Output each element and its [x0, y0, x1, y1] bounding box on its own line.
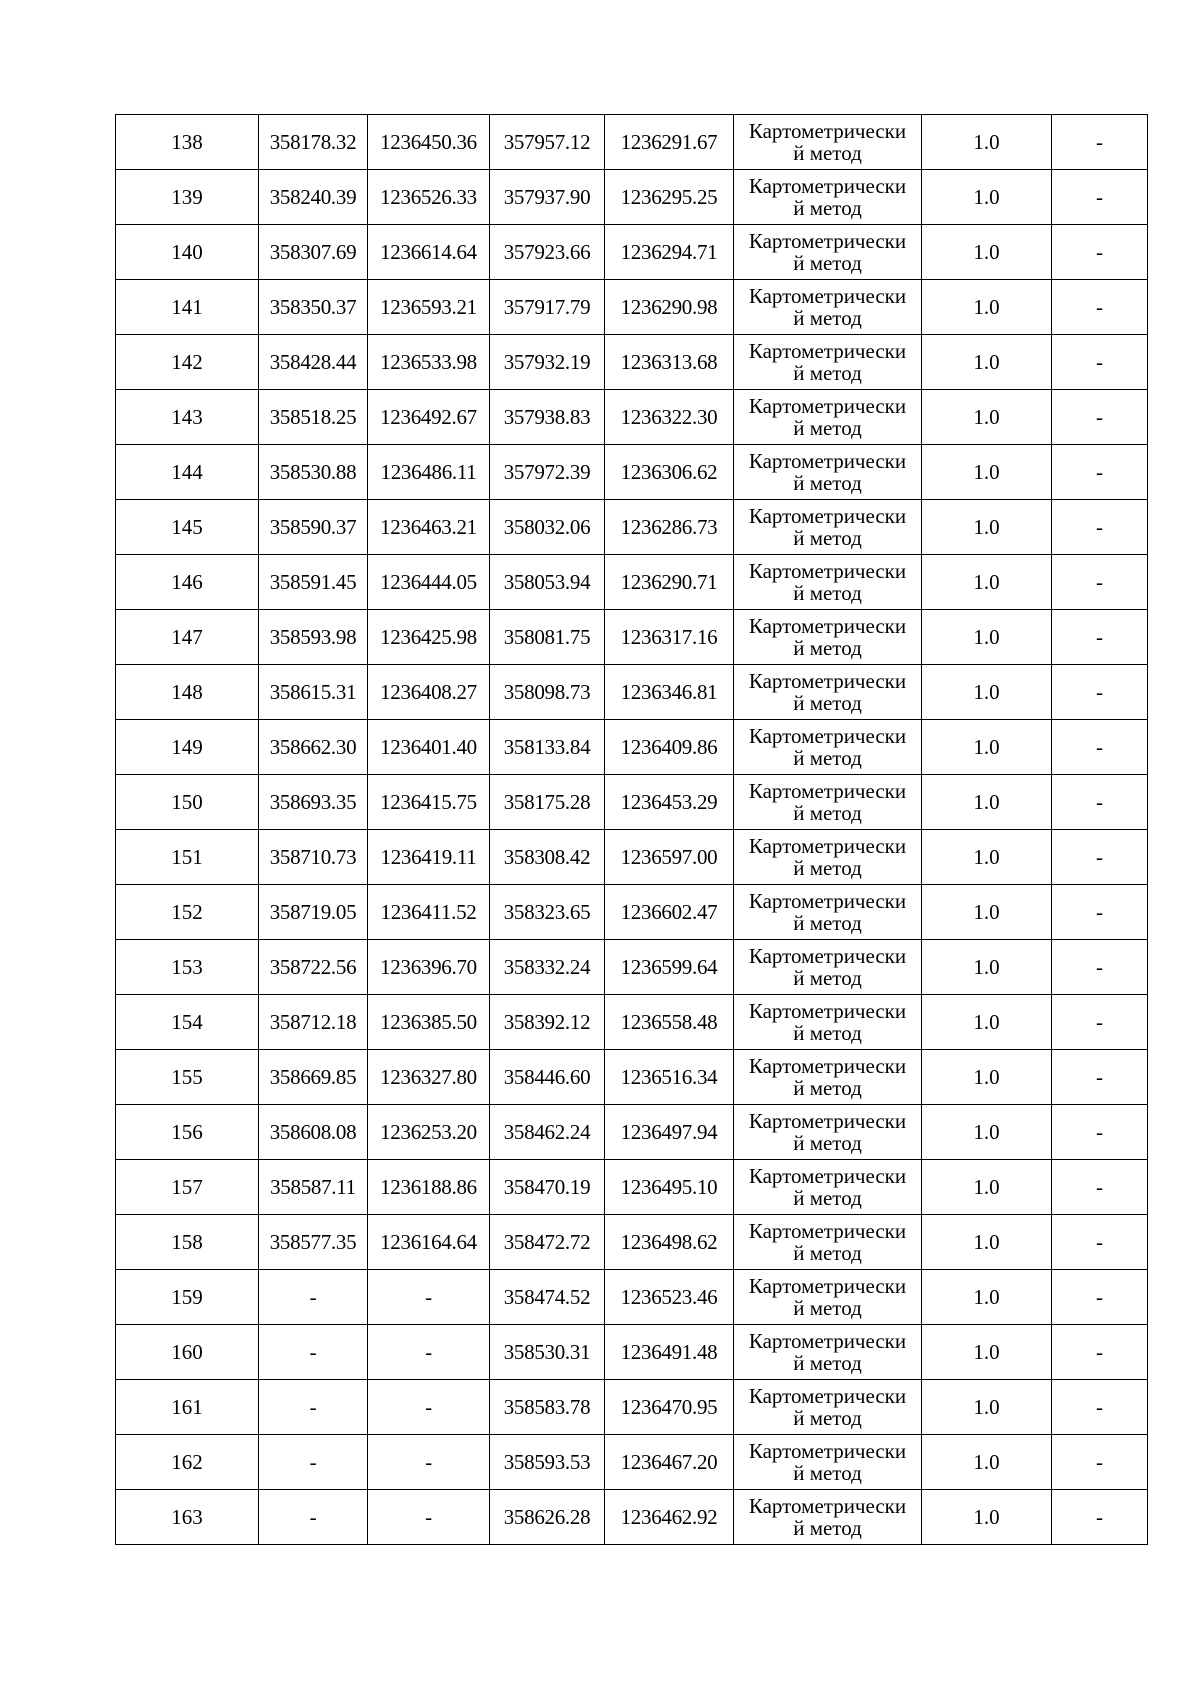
- point-number-cell: 160: [116, 1325, 259, 1380]
- point-number-cell: 139: [116, 170, 259, 225]
- existing-y-cell: 1236408.27: [368, 665, 490, 720]
- new-y-cell: 1236497.94: [605, 1105, 734, 1160]
- method-cell: [734, 1215, 922, 1270]
- existing-y-cell: -: [368, 1270, 490, 1325]
- existing-y-cell: 1236419.11: [368, 830, 490, 885]
- existing-x-cell: 358593.98: [259, 610, 368, 665]
- accuracy-cell: 1.0: [922, 995, 1052, 1050]
- method-line-2: й метод: [793, 1461, 862, 1485]
- new-y-cell: 1236346.81: [605, 665, 734, 720]
- new-y-cell: 1236516.34: [605, 1050, 734, 1105]
- point-number-cell: 143: [116, 390, 259, 445]
- accuracy-cell: 1.0: [922, 940, 1052, 995]
- existing-y-cell: 1236486.11: [368, 445, 490, 500]
- method-line-1: Картометрически: [748, 229, 907, 253]
- point-number-cell: 152: [116, 885, 259, 940]
- method-line-2: й метод: [793, 636, 862, 660]
- new-y-cell: 1236286.73: [605, 500, 734, 555]
- method-line-1: Картометрически: [748, 1054, 907, 1078]
- new-x-cell: 357923.66: [490, 225, 605, 280]
- accuracy-cell: 1.0: [922, 885, 1052, 940]
- new-x-cell: 358626.28: [490, 1490, 605, 1545]
- accuracy-cell: 1.0: [922, 225, 1052, 280]
- note-cell: -: [1052, 1215, 1148, 1270]
- new-x-cell: 358308.42: [490, 830, 605, 885]
- accuracy-cell: 1.0: [922, 720, 1052, 775]
- existing-x-cell: 358693.35: [259, 775, 368, 830]
- existing-y-cell: 1236425.98: [368, 610, 490, 665]
- table-row: [116, 390, 1148, 445]
- point-number-cell: 138: [116, 115, 259, 170]
- method-line-1: Картометрически: [748, 119, 907, 143]
- method-cell: [734, 665, 922, 720]
- method-line-1: Картометрически: [748, 724, 907, 748]
- point-number-cell: 153: [116, 940, 259, 995]
- new-x-cell: 358053.94: [490, 555, 605, 610]
- method-line-1: Картометрически: [748, 944, 907, 968]
- point-number-cell: 144: [116, 445, 259, 500]
- existing-x-cell: 358615.31: [259, 665, 368, 720]
- accuracy-cell: 1.0: [922, 390, 1052, 445]
- method-cell: [734, 1380, 922, 1435]
- note-cell: -: [1052, 335, 1148, 390]
- method-line-1: Картометрически: [748, 1329, 907, 1353]
- method-line-1: Картометрически: [748, 1274, 907, 1298]
- new-x-cell: 358032.06: [490, 500, 605, 555]
- method-cell: [734, 830, 922, 885]
- table-row: [116, 1490, 1148, 1545]
- new-x-cell: 357937.90: [490, 170, 605, 225]
- method-line-1: Картометрически: [748, 999, 907, 1023]
- method-line-2: й метод: [793, 1296, 862, 1320]
- note-cell: -: [1052, 995, 1148, 1050]
- point-number-cell: 154: [116, 995, 259, 1050]
- new-x-cell: 358332.24: [490, 940, 605, 995]
- method-line-2: й метод: [793, 691, 862, 715]
- table-row: [116, 665, 1148, 720]
- accuracy-cell: 1.0: [922, 280, 1052, 335]
- note-cell: -: [1052, 1435, 1148, 1490]
- existing-x-cell: -: [259, 1380, 368, 1435]
- existing-x-cell: 358608.08: [259, 1105, 368, 1160]
- accuracy-cell: 1.0: [922, 610, 1052, 665]
- new-x-cell: 358133.84: [490, 720, 605, 775]
- accuracy-cell: 1.0: [922, 500, 1052, 555]
- new-x-cell: 358098.73: [490, 665, 605, 720]
- note-cell: -: [1052, 390, 1148, 445]
- new-y-cell: 1236322.30: [605, 390, 734, 445]
- table-row: [116, 1380, 1148, 1435]
- coordinates-table: [115, 114, 1148, 1545]
- accuracy-cell: 1.0: [922, 335, 1052, 390]
- existing-x-cell: 358240.39: [259, 170, 368, 225]
- table-row: [116, 1435, 1148, 1490]
- existing-x-cell: 358307.69: [259, 225, 368, 280]
- table-row: [116, 1325, 1148, 1380]
- method-line-1: Картометрически: [748, 1109, 907, 1133]
- new-x-cell: 358593.53: [490, 1435, 605, 1490]
- existing-x-cell: 358591.45: [259, 555, 368, 610]
- note-cell: -: [1052, 1380, 1148, 1435]
- new-x-cell: 358323.65: [490, 885, 605, 940]
- accuracy-cell: 1.0: [922, 1160, 1052, 1215]
- new-y-cell: 1236409.86: [605, 720, 734, 775]
- table-row: [116, 610, 1148, 665]
- new-x-cell: 357957.12: [490, 115, 605, 170]
- existing-x-cell: 358712.18: [259, 995, 368, 1050]
- method-cell: [734, 555, 922, 610]
- existing-y-cell: 1236533.98: [368, 335, 490, 390]
- new-x-cell: 357972.39: [490, 445, 605, 500]
- accuracy-cell: 1.0: [922, 115, 1052, 170]
- new-y-cell: 1236462.92: [605, 1490, 734, 1545]
- new-y-cell: 1236558.48: [605, 995, 734, 1050]
- method-line-2: й метод: [793, 1021, 862, 1045]
- existing-x-cell: 358428.44: [259, 335, 368, 390]
- note-cell: -: [1052, 445, 1148, 500]
- point-number-cell: 150: [116, 775, 259, 830]
- method-cell: [734, 1160, 922, 1215]
- accuracy-cell: 1.0: [922, 1270, 1052, 1325]
- table-row: [116, 170, 1148, 225]
- new-y-cell: 1236295.25: [605, 170, 734, 225]
- existing-y-cell: 1236415.75: [368, 775, 490, 830]
- method-line-1: Картометрически: [748, 1219, 907, 1243]
- note-cell: -: [1052, 885, 1148, 940]
- note-cell: -: [1052, 1050, 1148, 1105]
- method-line-2: й метод: [793, 1351, 862, 1375]
- method-line-2: й метод: [793, 1076, 862, 1100]
- method-line-1: Картометрически: [748, 504, 907, 528]
- existing-y-cell: -: [368, 1490, 490, 1545]
- table-row: [116, 940, 1148, 995]
- new-y-cell: 1236294.71: [605, 225, 734, 280]
- note-cell: -: [1052, 115, 1148, 170]
- table-row: [116, 1215, 1148, 1270]
- method-cell: [734, 280, 922, 335]
- accuracy-cell: 1.0: [922, 1490, 1052, 1545]
- new-y-cell: 1236491.48: [605, 1325, 734, 1380]
- existing-x-cell: 358577.35: [259, 1215, 368, 1270]
- point-number-cell: 158: [116, 1215, 259, 1270]
- new-y-cell: 1236290.71: [605, 555, 734, 610]
- method-cell: [734, 1325, 922, 1380]
- method-line-1: Картометрически: [748, 669, 907, 693]
- table-row: [116, 775, 1148, 830]
- method-line-1: Картометрически: [748, 1384, 907, 1408]
- note-cell: -: [1052, 1490, 1148, 1545]
- method-cell: [734, 445, 922, 500]
- method-cell: [734, 225, 922, 280]
- accuracy-cell: 1.0: [922, 555, 1052, 610]
- note-cell: -: [1052, 1325, 1148, 1380]
- table-row: [116, 885, 1148, 940]
- table-row: [116, 720, 1148, 775]
- point-number-cell: 141: [116, 280, 259, 335]
- accuracy-cell: 1.0: [922, 1380, 1052, 1435]
- new-y-cell: 1236467.20: [605, 1435, 734, 1490]
- method-cell: [734, 390, 922, 445]
- existing-x-cell: 358710.73: [259, 830, 368, 885]
- existing-y-cell: 1236385.50: [368, 995, 490, 1050]
- existing-x-cell: 358719.05: [259, 885, 368, 940]
- new-x-cell: 357917.79: [490, 280, 605, 335]
- method-line-2: й метод: [793, 856, 862, 880]
- new-y-cell: 1236523.46: [605, 1270, 734, 1325]
- existing-y-cell: 1236463.21: [368, 500, 490, 555]
- existing-x-cell: 358722.56: [259, 940, 368, 995]
- method-line-1: Картометрически: [748, 1439, 907, 1463]
- method-line-2: й метод: [793, 1516, 862, 1540]
- existing-x-cell: -: [259, 1490, 368, 1545]
- new-x-cell: 358472.72: [490, 1215, 605, 1270]
- point-number-cell: 146: [116, 555, 259, 610]
- method-cell: [734, 335, 922, 390]
- table-row: [116, 1105, 1148, 1160]
- point-number-cell: 163: [116, 1490, 259, 1545]
- method-cell: [734, 500, 922, 555]
- new-y-cell: 1236453.29: [605, 775, 734, 830]
- method-line-1: Картометрически: [748, 394, 907, 418]
- method-line-2: й метод: [793, 801, 862, 825]
- new-y-cell: 1236599.64: [605, 940, 734, 995]
- existing-y-cell: 1236401.40: [368, 720, 490, 775]
- note-cell: -: [1052, 720, 1148, 775]
- accuracy-cell: 1.0: [922, 1325, 1052, 1380]
- method-line-2: й метод: [793, 471, 862, 495]
- existing-y-cell: 1236614.64: [368, 225, 490, 280]
- table-row: [116, 995, 1148, 1050]
- method-cell: [734, 940, 922, 995]
- method-cell: [734, 1270, 922, 1325]
- note-cell: -: [1052, 170, 1148, 225]
- new-y-cell: 1236602.47: [605, 885, 734, 940]
- new-x-cell: 358446.60: [490, 1050, 605, 1105]
- point-number-cell: 140: [116, 225, 259, 280]
- existing-y-cell: 1236444.05: [368, 555, 490, 610]
- existing-y-cell: 1236188.86: [368, 1160, 490, 1215]
- note-cell: -: [1052, 280, 1148, 335]
- new-x-cell: 358462.24: [490, 1105, 605, 1160]
- existing-x-cell: 358178.32: [259, 115, 368, 170]
- method-line-1: Картометрически: [748, 284, 907, 308]
- method-cell: [734, 115, 922, 170]
- method-cell: [734, 885, 922, 940]
- accuracy-cell: 1.0: [922, 1435, 1052, 1490]
- method-line-2: й метод: [793, 196, 862, 220]
- accuracy-cell: 1.0: [922, 445, 1052, 500]
- existing-x-cell: -: [259, 1270, 368, 1325]
- point-number-cell: 159: [116, 1270, 259, 1325]
- method-cell: [734, 1050, 922, 1105]
- method-line-1: Картометрически: [748, 1164, 907, 1188]
- table-body: [116, 115, 1148, 1545]
- note-cell: -: [1052, 665, 1148, 720]
- accuracy-cell: 1.0: [922, 1050, 1052, 1105]
- note-cell: -: [1052, 1105, 1148, 1160]
- accuracy-cell: 1.0: [922, 1215, 1052, 1270]
- method-line-2: й метод: [793, 141, 862, 165]
- method-line-2: й метод: [793, 746, 862, 770]
- note-cell: -: [1052, 940, 1148, 995]
- existing-x-cell: 358669.85: [259, 1050, 368, 1105]
- new-y-cell: 1236498.62: [605, 1215, 734, 1270]
- accuracy-cell: 1.0: [922, 1105, 1052, 1160]
- table-row: [116, 225, 1148, 280]
- point-number-cell: 157: [116, 1160, 259, 1215]
- note-cell: -: [1052, 775, 1148, 830]
- note-cell: -: [1052, 1270, 1148, 1325]
- method-line-1: Картометрически: [748, 174, 907, 198]
- table-row: [116, 555, 1148, 610]
- new-y-cell: 1236291.67: [605, 115, 734, 170]
- table-row: [116, 500, 1148, 555]
- existing-y-cell: -: [368, 1380, 490, 1435]
- new-x-cell: 358081.75: [490, 610, 605, 665]
- method-line-2: й метод: [793, 1186, 862, 1210]
- existing-x-cell: -: [259, 1435, 368, 1490]
- new-x-cell: 358474.52: [490, 1270, 605, 1325]
- new-x-cell: 358175.28: [490, 775, 605, 830]
- note-cell: -: [1052, 830, 1148, 885]
- point-number-cell: 155: [116, 1050, 259, 1105]
- point-number-cell: 147: [116, 610, 259, 665]
- new-x-cell: 357938.83: [490, 390, 605, 445]
- point-number-cell: 145: [116, 500, 259, 555]
- method-line-2: й метод: [793, 581, 862, 605]
- accuracy-cell: 1.0: [922, 775, 1052, 830]
- point-number-cell: 151: [116, 830, 259, 885]
- existing-y-cell: 1236526.33: [368, 170, 490, 225]
- method-cell: [734, 1435, 922, 1490]
- method-line-1: Картометрически: [748, 1494, 907, 1518]
- method-line-1: Картометрически: [748, 779, 907, 803]
- new-y-cell: 1236306.62: [605, 445, 734, 500]
- method-line-2: й метод: [793, 251, 862, 275]
- method-cell: [734, 1490, 922, 1545]
- note-cell: -: [1052, 1160, 1148, 1215]
- new-y-cell: 1236597.00: [605, 830, 734, 885]
- existing-x-cell: 358587.11: [259, 1160, 368, 1215]
- existing-y-cell: 1236253.20: [368, 1105, 490, 1160]
- new-x-cell: 358530.31: [490, 1325, 605, 1380]
- method-line-2: й метод: [793, 361, 862, 385]
- method-cell: [734, 775, 922, 830]
- point-number-cell: 162: [116, 1435, 259, 1490]
- method-cell: [734, 610, 922, 665]
- method-cell: [734, 1105, 922, 1160]
- method-line-2: й метод: [793, 526, 862, 550]
- existing-y-cell: 1236492.67: [368, 390, 490, 445]
- method-line-1: Картометрически: [748, 339, 907, 363]
- existing-x-cell: 358350.37: [259, 280, 368, 335]
- accuracy-cell: 1.0: [922, 665, 1052, 720]
- table-row: [116, 445, 1148, 500]
- new-y-cell: 1236290.98: [605, 280, 734, 335]
- point-number-cell: 161: [116, 1380, 259, 1435]
- method-line-2: й метод: [793, 416, 862, 440]
- new-y-cell: 1236313.68: [605, 335, 734, 390]
- existing-y-cell: 1236396.70: [368, 940, 490, 995]
- note-cell: -: [1052, 610, 1148, 665]
- existing-y-cell: -: [368, 1435, 490, 1490]
- existing-y-cell: 1236450.36: [368, 115, 490, 170]
- table-row: [116, 1160, 1148, 1215]
- method-line-2: й метод: [793, 1406, 862, 1430]
- existing-y-cell: 1236593.21: [368, 280, 490, 335]
- point-number-cell: 148: [116, 665, 259, 720]
- method-line-2: й метод: [793, 1131, 862, 1155]
- table-row: [116, 280, 1148, 335]
- method-line-2: й метод: [793, 911, 862, 935]
- method-line-1: Картометрически: [748, 889, 907, 913]
- table-row: [116, 1050, 1148, 1105]
- existing-x-cell: 358530.88: [259, 445, 368, 500]
- new-x-cell: 358583.78: [490, 1380, 605, 1435]
- existing-x-cell: 358518.25: [259, 390, 368, 445]
- point-number-cell: 149: [116, 720, 259, 775]
- new-y-cell: 1236470.95: [605, 1380, 734, 1435]
- accuracy-cell: 1.0: [922, 830, 1052, 885]
- existing-y-cell: 1236411.52: [368, 885, 490, 940]
- new-x-cell: 358470.19: [490, 1160, 605, 1215]
- new-y-cell: 1236495.10: [605, 1160, 734, 1215]
- note-cell: -: [1052, 225, 1148, 280]
- existing-x-cell: 358662.30: [259, 720, 368, 775]
- method-line-1: Картометрически: [748, 614, 907, 638]
- table-row: [116, 830, 1148, 885]
- note-cell: -: [1052, 555, 1148, 610]
- existing-x-cell: -: [259, 1325, 368, 1380]
- table-row: [116, 1270, 1148, 1325]
- method-cell: [734, 720, 922, 775]
- new-y-cell: 1236317.16: [605, 610, 734, 665]
- point-number-cell: 142: [116, 335, 259, 390]
- existing-y-cell: -: [368, 1325, 490, 1380]
- method-line-1: Картометрически: [748, 559, 907, 583]
- method-line-2: й метод: [793, 1241, 862, 1265]
- method-line-2: й метод: [793, 306, 862, 330]
- method-line-2: й метод: [793, 966, 862, 990]
- existing-y-cell: 1236327.80: [368, 1050, 490, 1105]
- existing-y-cell: 1236164.64: [368, 1215, 490, 1270]
- table-row: [116, 335, 1148, 390]
- existing-x-cell: 358590.37: [259, 500, 368, 555]
- note-cell: -: [1052, 500, 1148, 555]
- table-row: [116, 115, 1148, 170]
- point-number-cell: 156: [116, 1105, 259, 1160]
- accuracy-cell: 1.0: [922, 170, 1052, 225]
- new-x-cell: 358392.12: [490, 995, 605, 1050]
- new-x-cell: 357932.19: [490, 335, 605, 390]
- method-cell: [734, 170, 922, 225]
- method-line-1: Картометрически: [748, 834, 907, 858]
- method-cell: [734, 995, 922, 1050]
- method-line-1: Картометрически: [748, 449, 907, 473]
